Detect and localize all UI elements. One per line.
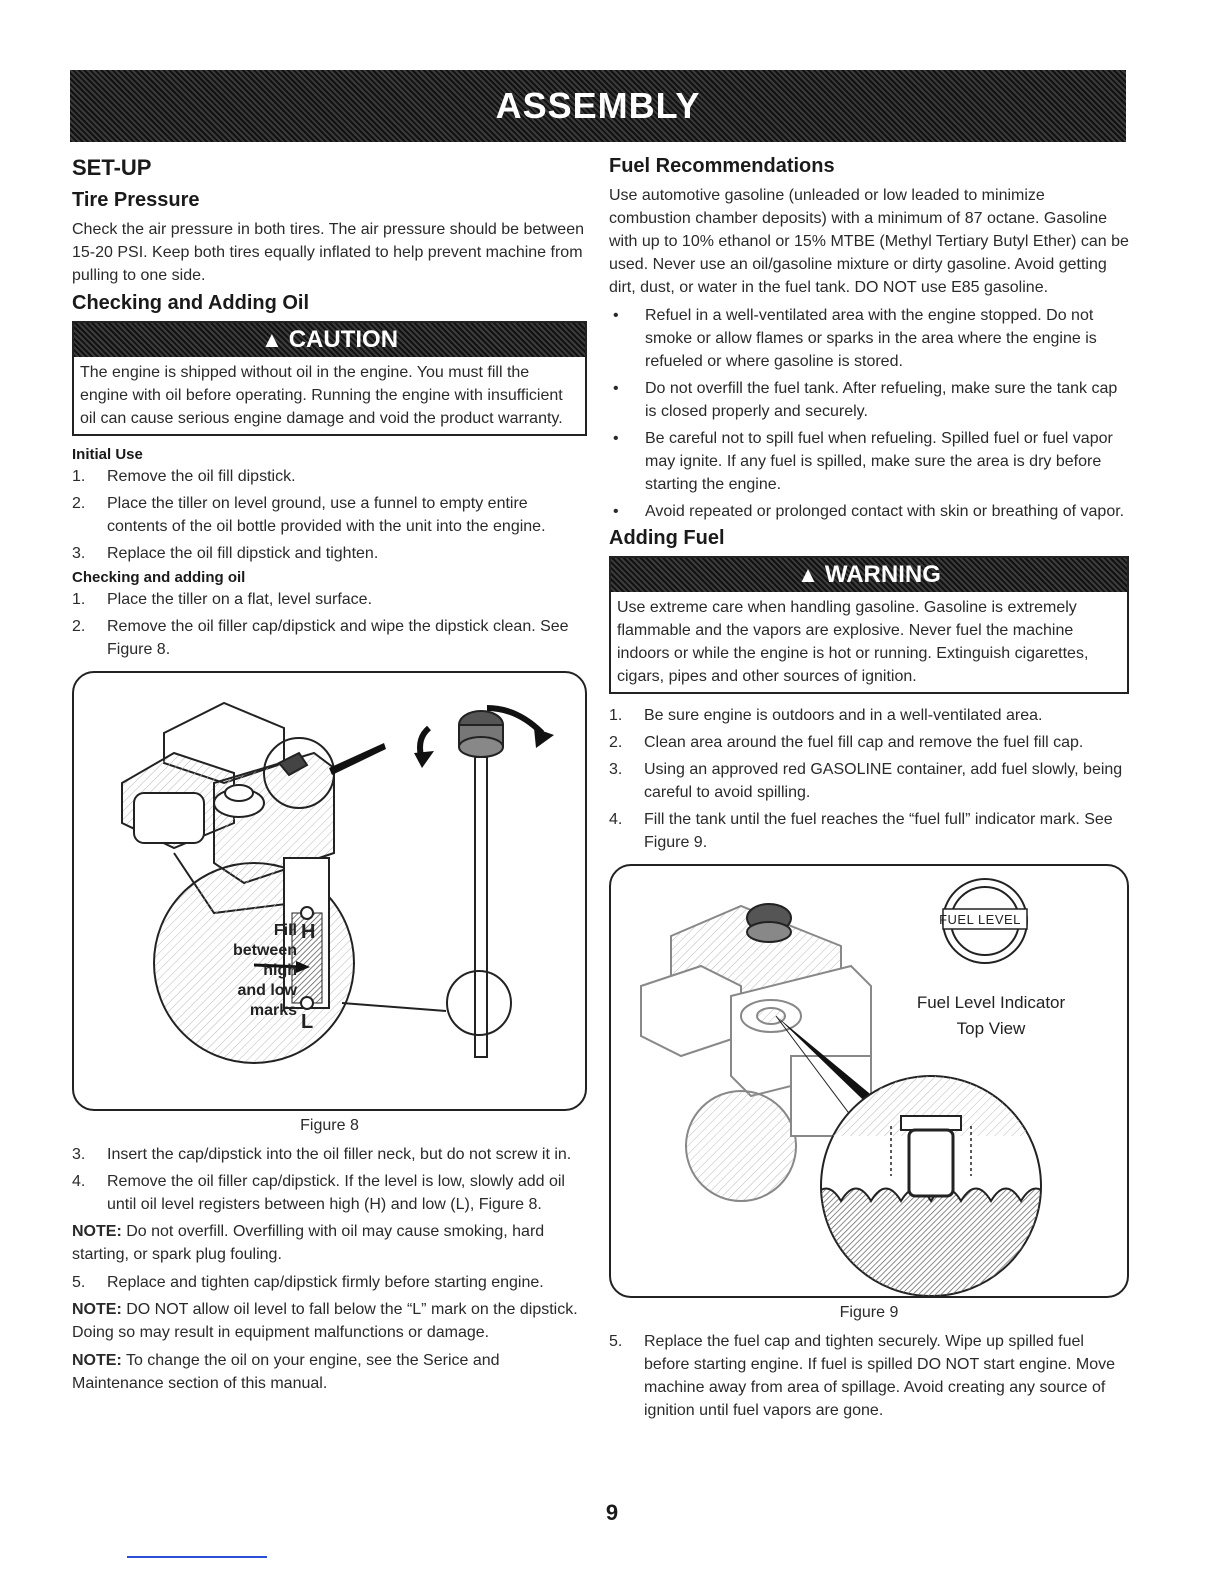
step-text: Replace the oil fill dipstick and tighten. xyxy=(107,545,379,562)
label-line: and low xyxy=(237,982,297,999)
step-text: Replace and tighten cap/dipstick firmly before starting engine. xyxy=(107,1274,544,1291)
fuel-tank-drawing xyxy=(611,866,1127,1296)
caution-header xyxy=(74,323,585,357)
low-mark: L xyxy=(301,1011,314,1033)
step-text: Remove the oil filler cap/dipstick. If the level is low, slowly add oil until oil level registers between high (H) and low (L), Figure 8. xyxy=(107,1173,565,1213)
step-number: 3. xyxy=(72,545,86,562)
step-text: Place the tiller on a flat, level surface. xyxy=(107,591,373,608)
warning-label: WARNING xyxy=(824,561,941,588)
caution-text: The engine is shipped without oil in the engine. You must fill the engine with oil before operating. Running the engine with insufficient oil can cause serious engine damage and void the product warranty. xyxy=(80,364,563,427)
note-oil-level xyxy=(72,1298,587,1344)
bullet-text: Be careful not to spill fuel when refueling. Spilled fuel or fuel vapor may ignite. If any fuel is spilled, make sure the area is dry before starting the engine. xyxy=(645,430,1113,493)
warning-triangle-icon: ▲ xyxy=(260,327,283,352)
step-text: Fill the tank until the fuel reaches the “fuel full” indicator mark. See Figure 9. xyxy=(644,811,1113,851)
initial-use-list xyxy=(72,465,587,565)
bullet-icon: • xyxy=(613,380,619,397)
figure-9-caption: Figure 9 xyxy=(839,1304,899,1321)
step-text: Using an approved red GASOLINE container, add fuel slowly, being careful to avoid spilling. xyxy=(644,761,1123,801)
adding-fuel-heading: Adding Fuel xyxy=(609,527,725,549)
step-text: Insert the cap/dipstick into the oil filler neck, but do not screw it in. xyxy=(107,1146,572,1163)
bullet-icon: • xyxy=(613,430,619,447)
indicator-line: Fuel Level Indicator xyxy=(916,993,1066,1012)
note-label: NOTE: xyxy=(72,1352,122,1369)
fuel-level-indicator-caption xyxy=(891,990,1091,1042)
label-line: Fill xyxy=(273,922,297,939)
list-item xyxy=(609,304,1129,373)
checking-oil-heading: Checking and adding oil xyxy=(72,569,246,586)
step-text: Replace the fuel cap and tighten securely. Wipe up spilled fuel before starting engine. If fuel is spilled DO NOT start engine. Move machine away from area of spillage. Avoid creating any source of ignition until fuel vapors are gone. xyxy=(644,1333,1116,1419)
step-number: 3. xyxy=(609,761,623,778)
fuel-recommendations-text: Use automotive gasoline (unleaded or low leaded to minimize combustion chamber deposits) with a minimum of 87 octane. Gasoline with up to 10% ethanol or 15% MTBE (Methyl Tertiary Butyl Ether) can be used. Never use an oil/gasoline mixture or dirty gasoline. Avoid getting dirt, dust, or water in the fuel tank. DO NOT use E85 gasoline. xyxy=(609,187,1129,296)
step-number: 2. xyxy=(609,734,623,751)
left-column xyxy=(72,155,587,1400)
warning-header xyxy=(611,558,1127,592)
step-text: Remove the oil filler cap/dipstick and wipe the dipstick clean. See Figure 8. xyxy=(107,618,569,658)
step-number: 1. xyxy=(609,707,623,724)
fill-between-label xyxy=(227,921,297,1021)
list-item xyxy=(72,615,587,661)
list-item xyxy=(609,758,1129,804)
warning-box xyxy=(609,556,1129,694)
step-number: 1. xyxy=(72,591,86,608)
fuel-recommendations-heading: Fuel Recommendations xyxy=(609,155,835,177)
warning-text: Use extreme care when handling gasoline. Gasoline is extremely flammable and the vapors are explosive. Never fuel the machine indoors or while the engine is hot or running. Extinguish cigarettes, cigars, pipes and other sources of ignition. xyxy=(617,599,1089,685)
list-item xyxy=(72,1271,587,1294)
tire-pressure-heading: Tire Pressure xyxy=(72,189,200,211)
bullet-icon: • xyxy=(613,503,619,520)
fuel-level-gauge-label: FUEL LEVEL xyxy=(939,912,1021,927)
step-text: Place the tiller on level ground, use a funnel to empty entire contents of the oil bottle provided with the unit into the engine. xyxy=(107,495,546,535)
setup-heading: SET-UP xyxy=(72,155,152,180)
step-text: Remove the oil fill dipstick. xyxy=(107,468,296,485)
dipstick-cap-icon xyxy=(459,711,503,1057)
bullet-text: Refuel in a well-ventilated area with the engine stopped. Do not smoke or allow flames or sparks in the area where the engine is refueled or where gasoline is stored. xyxy=(645,307,1097,370)
figure-8-caption: Figure 8 xyxy=(300,1117,359,1134)
label-line: high xyxy=(263,962,297,979)
note-change-oil xyxy=(72,1349,587,1395)
bullet-text: Avoid repeated or prolonged contact with skin or breathing of vapor. xyxy=(645,503,1125,520)
note-text: Do not overfill. Overfilling with oil may cause smoking, hard starting, or spark plug fouling. xyxy=(72,1223,545,1263)
fuel-cap-icon xyxy=(747,904,791,942)
note-text: DO NOT allow oil level to fall below the “L” mark on the dipstick. Doing so may result in equipment malfunctions or damage. xyxy=(72,1301,578,1341)
footer-link-underline[interactable] xyxy=(127,1556,267,1558)
right-column xyxy=(609,155,1129,1426)
step-text: Be sure engine is outdoors and in a well-ventilated area. xyxy=(644,707,1043,724)
list-item xyxy=(72,588,587,611)
step-number: 2. xyxy=(72,618,86,635)
list-item xyxy=(609,808,1129,854)
list-item xyxy=(609,500,1129,523)
note-label: NOTE: xyxy=(72,1223,122,1240)
fuel-bullet-list xyxy=(609,304,1129,523)
step-number: 2. xyxy=(72,495,86,512)
label-line: marks xyxy=(249,1002,297,1019)
caution-box xyxy=(72,321,587,436)
list-item xyxy=(72,492,587,538)
step-number: 4. xyxy=(609,811,623,828)
step-number: 5. xyxy=(609,1333,623,1350)
list-item xyxy=(72,1143,587,1166)
bullet-icon: • xyxy=(613,307,619,324)
figure-9-illustration xyxy=(609,864,1129,1298)
adding-fuel-list xyxy=(609,704,1129,854)
indicator-line: Top View xyxy=(956,1019,1026,1038)
list-item xyxy=(609,731,1129,754)
tire-pressure-text: Check the air pressure in both tires. The air pressure should be between 15-20 PSI. Keep both tires equally inflated to help prevent machine from pulling to one side. xyxy=(72,221,584,284)
oil-heading: Checking and Adding Oil xyxy=(72,292,310,314)
list-item xyxy=(609,427,1129,496)
step-number: 1. xyxy=(72,468,86,485)
step-text: Clean area around the fuel fill cap and remove the fuel fill cap. xyxy=(644,734,1084,751)
list-item xyxy=(72,465,587,488)
caution-label: CAUTION xyxy=(288,326,399,353)
page-number: 9 xyxy=(605,1500,619,1525)
list-item xyxy=(609,377,1129,423)
list-item xyxy=(72,1170,587,1216)
list-item xyxy=(72,542,587,565)
checking-oil-list xyxy=(72,588,587,661)
list-item xyxy=(609,1330,1129,1422)
bullet-text: Do not overfill the fuel tank. After refueling, make sure the tank cap is closed properly and securely. xyxy=(645,380,1118,420)
engine-dipstick-drawing xyxy=(74,673,585,1109)
note-text: To change the oil on your engine, see the Serice and Maintenance section of this manual. xyxy=(72,1352,500,1392)
list-item xyxy=(609,704,1129,727)
step-number: 4. xyxy=(72,1173,86,1190)
figure-8-illustration xyxy=(72,671,587,1111)
after-figure-list xyxy=(72,1143,587,1216)
note-label: NOTE: xyxy=(72,1301,122,1318)
magnified-dipstick xyxy=(154,858,446,1063)
section-title: ASSEMBLY xyxy=(495,85,701,126)
note-overfill xyxy=(72,1220,587,1266)
step-number: 3. xyxy=(72,1146,86,1163)
section-banner xyxy=(70,70,1126,142)
warning-triangle-icon: ▲ xyxy=(797,562,819,587)
step-number: 5. xyxy=(72,1274,86,1291)
initial-use-heading: Initial Use xyxy=(72,446,143,463)
high-mark: H xyxy=(301,921,316,943)
label-line: between xyxy=(232,942,297,959)
